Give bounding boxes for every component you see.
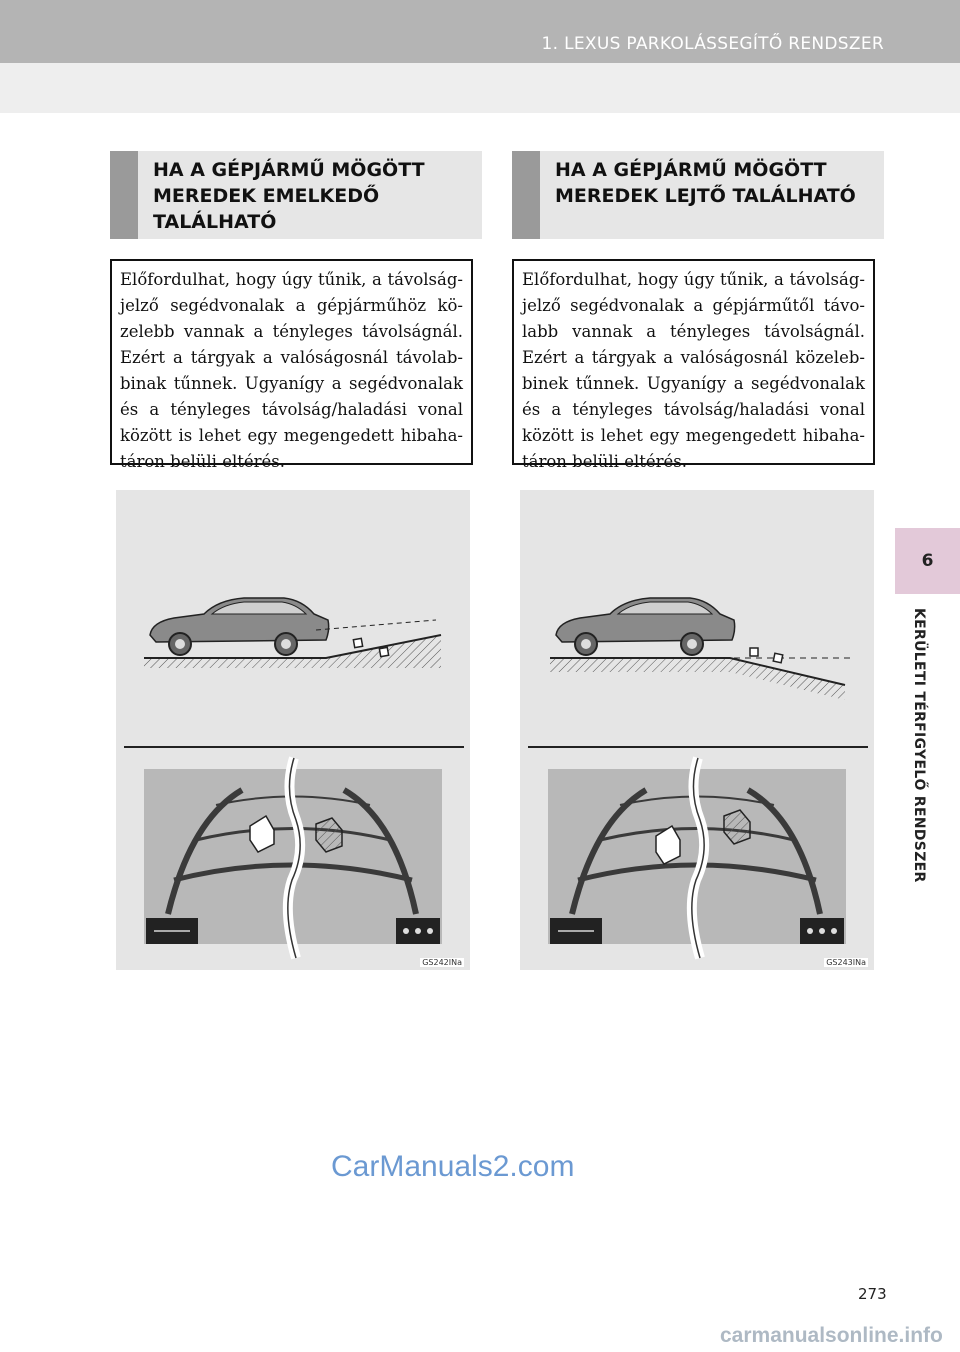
reference-line [316,620,436,630]
right-heading-text: HA A GÉPJÁRMŰ MÖGÖTT MEREDEK LEJTŐ TALÁLHATÓ [555,159,856,207]
car-icon [556,598,735,655]
heading-accent-bar [512,151,540,239]
left-text-box [110,259,473,471]
left-figure [116,490,470,970]
uphill-illustration [116,490,470,970]
left-heading-text: HA A GÉPJÁRMŰ MÖGÖTT MEREDEK EMELKEDŐ TALÁLHATÓ [153,159,425,233]
right-body-text: Előfordulhat, hogy úgy tűnik, a távolság-jelző segédvonalak a gépjárműtől távo-labb vannak a tényleges távolságnál. Ezért a tárgyak a valóságosnál közeleb-binek tűnnek. Ugyanígy a segédvonalak és a tényleges távolság/haladási vonal között is lehet egy megengedett hibaha-táron belüli eltérés. [522,270,865,471]
header-band [0,63,960,113]
footer-watermark: carmanualsonline.info [720,1324,943,1347]
header-title: 1. LEXUS PARKOLÁSSEGÍTŐ RENDSZER [541,34,884,54]
marker-square [379,647,388,656]
marker-square [353,638,362,647]
left-section-heading [110,151,482,239]
left-body-text: Előfordulhat, hogy úgy tűnik, a távolság-jelző segédvonalak a gépjárműhöz kö-zelebb vannak a tényleges távolságnál. Ezért a tárgyak a valóságosnál távolab-binak tűnnek. Ugyanígy a segédvonalak és a tényleges távolság/haladási vonal között is lehet egy megengedett hibaha-táron belüli eltérés. [120,270,463,471]
right-text-box [512,259,875,471]
car-icon [150,598,329,655]
marker-square [750,648,758,656]
chapter-side-label: KERÜLETI TÉRFIGYELŐ RENDSZER [911,608,927,883]
right-section-heading [512,151,884,239]
figure-code: GS243INa [826,958,866,967]
page-number: 273 [858,1285,887,1303]
heading-accent-bar [110,151,138,239]
right-figure [520,490,874,970]
chapter-tab[interactable]: 6 [895,528,960,594]
marker-square [773,653,782,662]
figure-code: GS242INa [422,958,462,967]
watermark-text: CarManuals2.com [331,1150,575,1183]
ground-hatch [550,658,845,700]
downhill-illustration [520,490,874,970]
